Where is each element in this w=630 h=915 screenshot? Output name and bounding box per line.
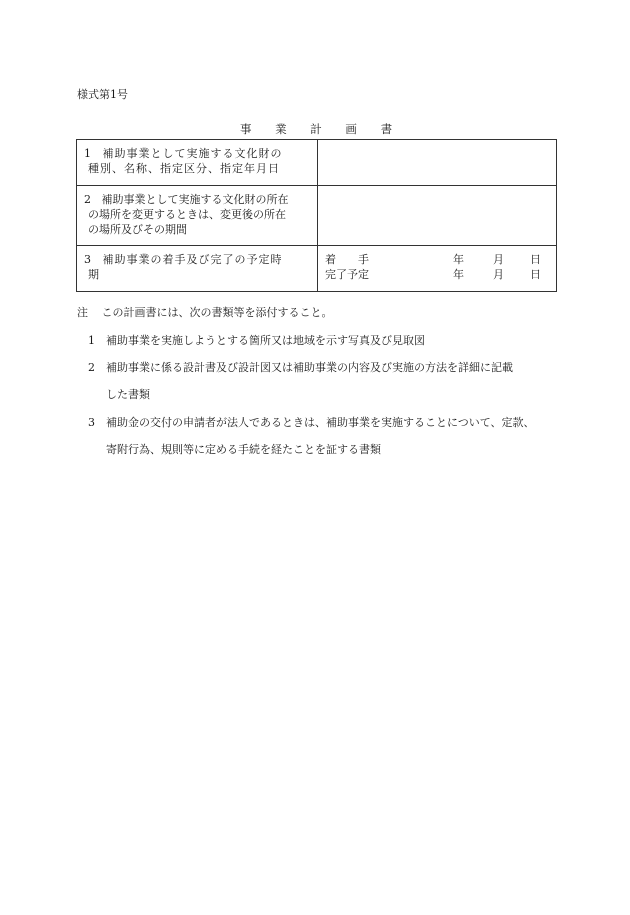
item-label-cell [77,140,318,186]
item-label-line: の場所及びその期間 [88,223,187,236]
attachment-line: 補助事業に係る設計書及び設計図又は補助事業の内容及び実施の方法を詳細に記載 [106,361,513,374]
form-number: 様式第1号 [77,88,128,101]
item-label-line: 補助事業の着手及び完了の予定時 [102,253,283,266]
item-label-line: 補助事業として実施する文化財の [102,147,283,160]
table-row [77,186,557,246]
day-label: 日 [530,268,541,281]
title-char: 計 [310,122,322,136]
item-number: 1 [84,147,92,160]
document-title [76,121,556,137]
item-label-line: 補助事業として実施する文化財の所在 [101,193,289,206]
title-char: 事 [239,122,252,136]
item-value-cell[interactable] [318,140,557,186]
table-row [77,246,557,292]
title-char: 業 [275,122,287,136]
item-number: 2 [84,193,91,206]
completion-label: 完了予定 [325,268,369,281]
start-label: 着 手 [325,253,369,266]
attachment-number: 1 [88,334,95,347]
item-label-cell [77,246,318,292]
attachment-line: した書類 [106,388,150,401]
attachment-line: 寄附行為、規則等に定める手続を経たことを証する書類 [106,443,381,456]
title-char: 書 [380,122,393,136]
plan-table [76,139,557,292]
completion-date-line [325,267,549,282]
year-label: 年 [453,268,464,281]
item-label-cell [77,186,318,246]
item-label-line: の場所を変更するときは、変更後の所在 [88,208,286,221]
note [77,304,333,320]
day-label: 日 [530,253,541,266]
month-label: 月 [493,253,504,266]
table-row [77,140,557,186]
month-label: 月 [493,268,504,281]
start-date-line [325,252,549,267]
note-label: 注 [77,306,88,319]
title-char: 画 [345,122,357,136]
item-number: 3 [84,253,92,266]
attachment-number: 3 [88,416,95,429]
attachment-item [88,327,558,354]
year-label: 年 [453,253,464,266]
attachment-line: 補助事業を実施しようとする箇所又は地域を示す写真及び見取図 [106,334,425,347]
attachment-item [88,409,558,463]
attachment-item [88,354,558,408]
schedule-cell[interactable] [318,246,557,292]
item-label-line: 種別、名称、指定区分、指定年月日 [88,162,280,175]
note-text: この計画書には、次の書類等を添付すること。 [101,306,333,319]
attachment-number: 2 [88,361,95,374]
attachment-line: 補助金の交付の申請者が法人であるときは、補助事業を実施することについて、定款、 [106,416,535,429]
item-label-line: 期 [88,268,99,281]
item-value-cell[interactable] [318,186,557,246]
